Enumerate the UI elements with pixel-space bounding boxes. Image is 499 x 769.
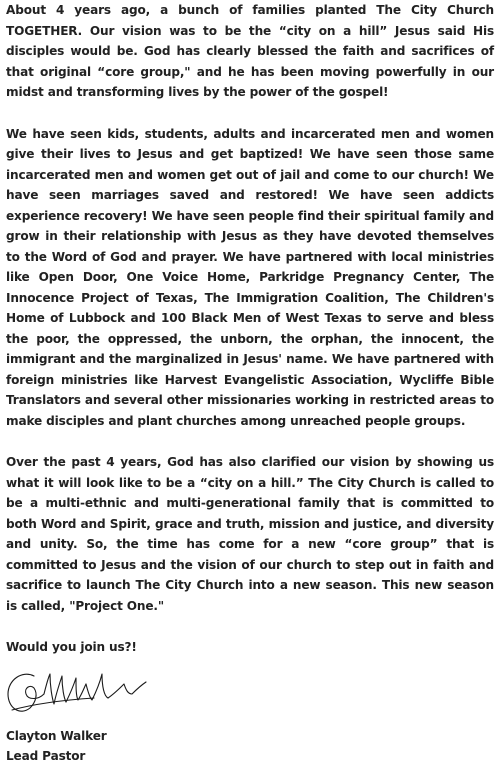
letter: [6, 0, 494, 767]
closing-question: Would you join us?!: [6, 640, 137, 654]
paragraph-vision: Over the past 4 years, God has also clarified our vision by showing us what it will look like to be a “city on a hill.” The City Church is called to be a multi-ethnic and multi-generational family that is committed to both Word and Spirit, grace and truth, mission and justice, and diversity and unity. So, the time has come for a new “core group” that is committed to Jesus and the vision of our church to step out in faith and sacrifice to launch The City Church into a new season. This new season is called, "Project One.": [6, 455, 494, 613]
paragraph-testimonies: We have seen kids, students, adults and incarcerated men and women give their lives to Jesus and get baptized! We have seen those same incarcerated men and women get out of jail and come to our church! We have seen marriages saved and restored! We have seen addicts experience recovery! We have seen people find their spiritual family and grow in their relationship with Jesus as they have devoted themselves to the Word of God and prayer. We have partnered with local ministries like Open Door, One Voice Home, Parkridge Pregnancy Center, The Innocence Project of Texas, The Immigration Coalition, The Children's Home of Lubbock and 100 Black Men of West Texas to serve and bless the poor, the oppressed, the unborn, the orphan, the innocent, the immigrant and the marginalized in Jesus' name. We have partnered with foreign ministries like Harvest Evangelistic Association, Wycliffe Bible Translators and several other missionaries working in restricted areas to make disciples and plant churches among unreached people groups.: [6, 126, 494, 428]
signer-name: Clayton Walker: [6, 728, 107, 743]
paragraph-spacer: [6, 431, 494, 452]
paragraph-spacer: [6, 103, 494, 124]
handwritten-signature: [4, 664, 154, 720]
signer-title: Lead Pastor: [6, 749, 86, 763]
paragraph-spacer: [6, 616, 494, 637]
paragraph-intro: About 4 years ago, a bunch of families planted The City Church TOGETHER. Our vision was to be the “city on a hill” Jesus said His disciples would be. God has clearly blessed the faith and sacrifices of that original “core group," and he has been moving powerfully in our midst and transforming lives by the power of the gospel!: [6, 3, 494, 99]
